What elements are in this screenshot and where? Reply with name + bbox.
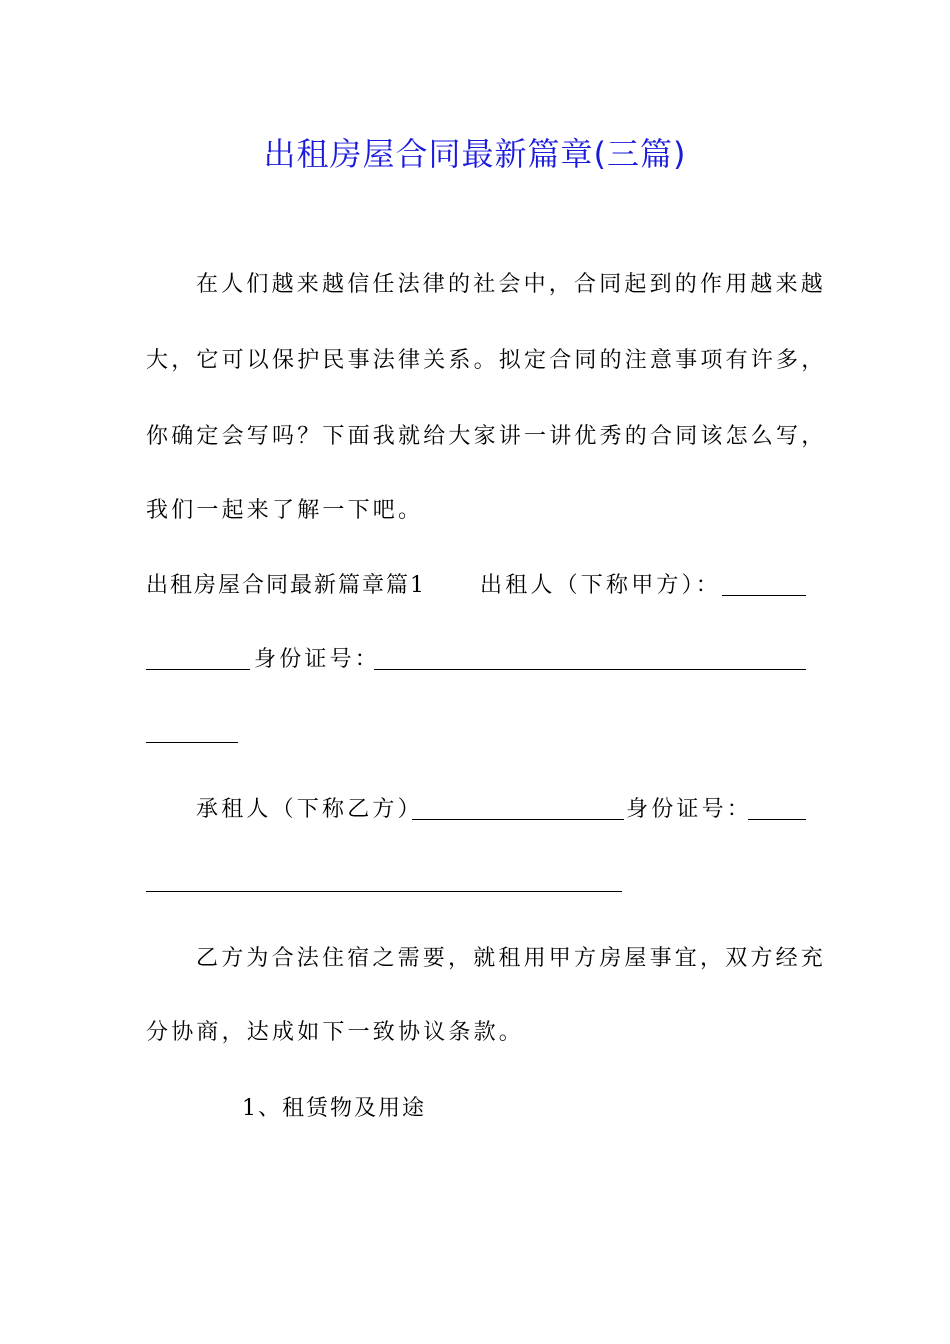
intro-paragraph-line: 在人们越来越信任法律的社会中，合同起到的作用越来越 — [196, 272, 827, 297]
lessor-name-blank — [722, 595, 806, 596]
clause-heading: 1、租赁物及用途 — [242, 1096, 426, 1121]
lessee-id-blank — [748, 819, 806, 820]
lessor-name-blank-continued — [146, 669, 250, 670]
lessee-label: 承租人（下称乙方） — [196, 797, 423, 822]
document-title: 出租房屋合同最新篇章(三篇) — [263, 135, 687, 173]
lessee-id-blank-continued — [146, 891, 622, 892]
lessor-id-blank-continued — [146, 742, 238, 743]
agreement-paragraph-line: 分协商，达成如下一致协议条款。 — [146, 1020, 525, 1045]
lessor-id-label: 身份证号： — [254, 647, 381, 672]
lessor-label: 出租人（下称甲方）： — [480, 573, 722, 598]
intro-paragraph-line: 你确定会写吗？下面我就给大家讲一讲优秀的合同该怎么写， — [146, 424, 827, 449]
lessee-name-blank — [412, 819, 624, 820]
agreement-paragraph-line: 乙方为合法住宿之需要，就租用甲方房屋事宜，双方经充 — [196, 946, 827, 971]
intro-paragraph-line: 我们一起来了解一下吧。 — [146, 498, 424, 523]
section-heading: 出租房屋合同最新篇章篇1 — [146, 573, 426, 598]
lessee-id-label: 身份证号： — [626, 797, 753, 822]
lessor-id-blank — [374, 669, 806, 670]
intro-paragraph-line: 大，它可以保护民事法律关系。拟定合同的注意事项有许多， — [146, 348, 827, 373]
